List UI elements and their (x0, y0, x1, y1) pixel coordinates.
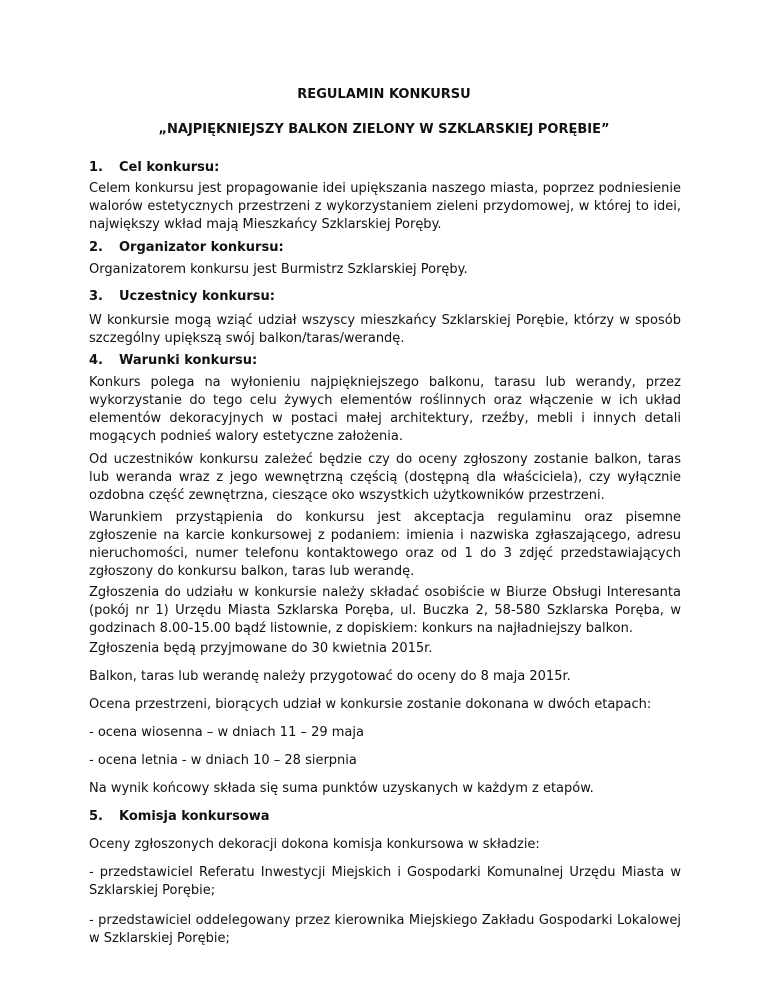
paragraph: - ocena wiosenna – w dniach 11 – 29 maja (89, 725, 364, 740)
section-title: Uczestnicy konkursu: (119, 289, 275, 304)
paragraph: Konkurs polega na wyłonieniu najpiękniejszego balkonu, tarasu lub werandy, przez wykorzystanie do tego celu żywych elementów roślinnych oraz włączenie w ich układ elementów dekoracyjnych w postaci małej architektury, rzeźby, mebli i innych detali mogących podnieś walory estetyczne założenia. (89, 375, 681, 444)
paragraph: Organizatorem konkursu jest Burmistrz Szklarskiej Poręby. (89, 262, 468, 277)
paragraph: - przedstawiciel Referatu Inwestycji Miejskich i Gospodarki Komunalnej Urzędu Miasta w Szklarskiej Porębie; (89, 865, 681, 898)
section-number: 4. (89, 353, 103, 368)
section-heading (89, 352, 257, 370)
section-title: Komisja konkursowa (119, 809, 270, 824)
paragraph: Zgłoszenia do udziału w konkursie należy składać osobiście w Biurze Obsługi Interesanta (pokój nr 1) Urzędu Miasta Szklarska Poręba, ul. Buczka 2, 58-580 Szklarska Poręba, w godzinach 8.00-15.00 bądź listownie, z dopiskiem: konkurs na najładniejszy balkon. (89, 585, 681, 636)
paragraph: W konkursie mogą wziąć udział wszyscy mieszkańcy Szklarskiej Porębie, którzy w sposób szczególny upiększą swój balkon/taras/werandę. (89, 313, 681, 346)
section-title: Warunki konkursu: (119, 353, 258, 368)
paragraph: - ocena letnia - w dniach 10 – 28 sierpnia (89, 753, 357, 768)
section-heading (89, 808, 270, 826)
paragraph: Ocena przestrzeni, biorących udział w konkursie zostanie dokonana w dwóch etapach: (89, 697, 652, 712)
section-number: 2. (89, 240, 103, 255)
section-number: 1. (89, 160, 103, 175)
document-subtitle: „NAJPIĘKNIEJSZY BALKON ZIELONY W SZKLARSKIEJ PORĘBIE” (158, 122, 610, 137)
section-title: Organizator konkursu: (119, 240, 284, 255)
paragraph: Celem konkursu jest propagowanie idei upiększania naszego miasta, poprzez podniesienie walorów estetycznych przestrzeni z wykorzystaniem zieleni przydomowej, w której to idei, największy wkład mają Mieszkańcy Szklarskiej Poręby. (89, 181, 681, 232)
section-title: Cel konkursu: (119, 160, 220, 175)
paragraph: - przedstawiciel oddelegowany przez kierownika Miejskiego Zakładu Gospodarki Lokalowej w Szklarskiej Porębie; (89, 913, 681, 946)
paragraph: Zgłoszenia będą przyjmowane do 30 kwietnia 2015r. (89, 641, 433, 656)
paragraph: Balkon, taras lub werandę należy przygotować do oceny do 8 maja 2015r. (89, 669, 571, 684)
section-heading (89, 239, 284, 257)
section-number: 3. (89, 289, 103, 304)
section-heading (89, 288, 275, 306)
section-heading (89, 159, 219, 177)
document-title: REGULAMIN KONKURSU (297, 87, 471, 102)
section-number: 5. (89, 809, 103, 824)
paragraph: Od uczestników konkursu zależeć będzie czy do oceny zgłoszony zostanie balkon, taras lub weranda wraz z jego wewnętrzną częścią (dostępną dla właściciela), czy wyłącznie ozdobna część zewnętrzna, cieszące oko wszystkich użytkowników przestrzeni. (89, 452, 681, 503)
paragraph: Warunkiem przystąpienia do konkursu jest akceptacja regulaminu oraz pisemne zgłoszenie na karcie konkursowej z podaniem: imienia i nazwiska zgłaszającego, adresu nieruchomości, numer telefonu kontaktowego oraz od 1 do 3 zdjęć przedstawiających zgłoszony do konkursu balkon, taras lub werandę. (89, 510, 681, 579)
paragraph: Na wynik końcowy składa się suma punktów uzyskanych w każdym z etapów. (89, 781, 594, 796)
paragraph: Oceny zgłoszonych dekoracji dokona komisja konkursowa w składzie: (89, 837, 540, 852)
